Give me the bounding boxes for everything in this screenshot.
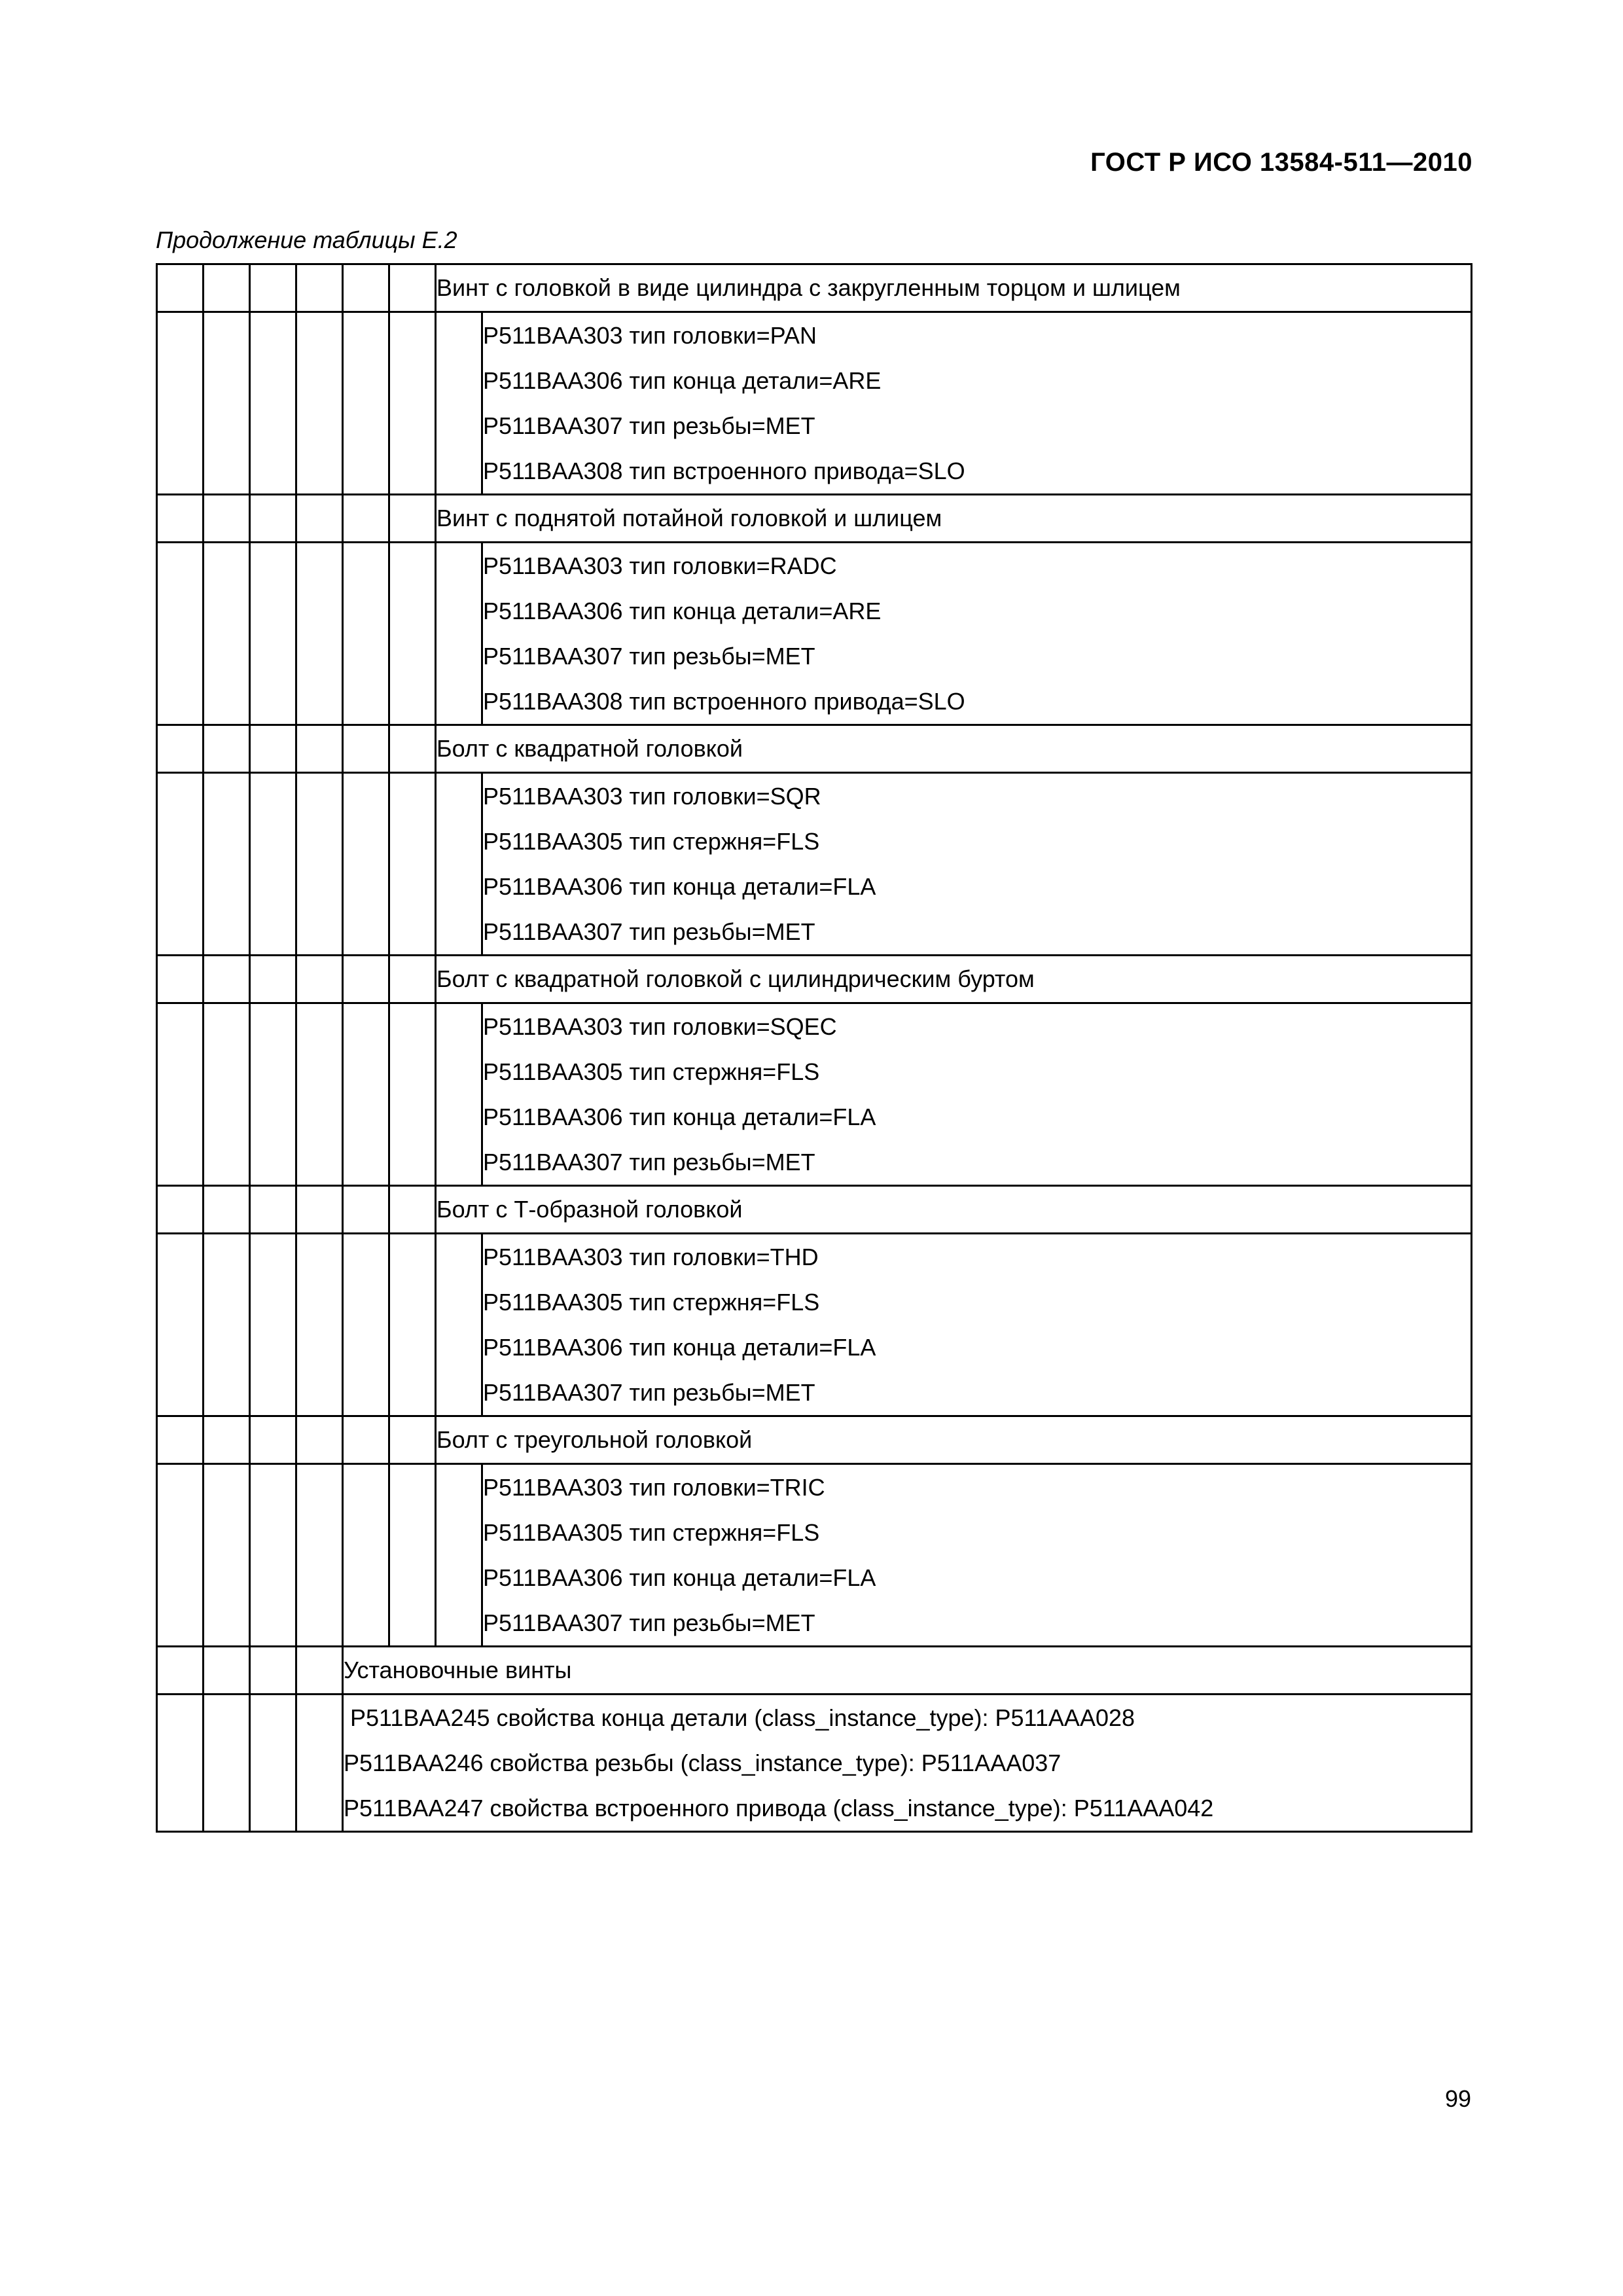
property-item: P511BAA306 тип конца детали=FLA bbox=[483, 1103, 876, 1130]
property-item: P511BAA307 тип резьбы=MET bbox=[483, 1609, 815, 1636]
property-item: P511BAA246 свойства резьбы (class_instance_type): P511AAA037 bbox=[344, 1749, 1061, 1776]
table-caption: Продолжение таблицы Е.2 bbox=[156, 226, 457, 253]
group-heading-row bbox=[157, 725, 1472, 773]
property-item: P511BAA303 тип головки=SQEC bbox=[483, 1013, 837, 1040]
group-heading-row bbox=[157, 956, 1472, 1003]
property-item: P511BAA306 тип конца детали=FLA bbox=[483, 1334, 876, 1361]
property-item: P511BAA303 тип головки=RADC bbox=[483, 552, 837, 579]
property-item: P511BAA303 тип головки=SQR bbox=[483, 783, 821, 810]
property-list bbox=[482, 1003, 1472, 1186]
property-item: P511BAA247 свойства встроенного привода (class_instance_type): P511AAA042 bbox=[344, 1795, 1214, 1821]
group-items-row bbox=[157, 1234, 1472, 1416]
group-heading: Болт с квадратной головкой с цилиндрическим буртом bbox=[436, 956, 1472, 1003]
group-heading: Винт с поднятой потайной головкой и шлицем bbox=[436, 495, 1472, 543]
group-heading: Болт с Т-образной головкой bbox=[436, 1186, 1472, 1234]
property-item: P511BAA307 тип резьбы=MET bbox=[483, 1149, 815, 1175]
property-list bbox=[482, 1234, 1472, 1416]
property-list bbox=[482, 773, 1472, 956]
property-item: P511BAA307 тип резьбы=MET bbox=[483, 918, 815, 945]
property-list bbox=[482, 543, 1472, 725]
property-item: P511BAA307 тип резьбы=MET bbox=[483, 1379, 815, 1406]
group-items-row bbox=[157, 1464, 1472, 1647]
property-item: P511BAA303 тип головки=PAN bbox=[483, 322, 817, 349]
property-list bbox=[343, 1695, 1472, 1832]
group-heading-row bbox=[157, 495, 1472, 543]
property-item: P511BAA306 тип конца детали=FLA bbox=[483, 1564, 876, 1591]
property-item: P511BAA307 тип резьбы=MET bbox=[483, 643, 815, 670]
group-heading: Болт с треугольной головкой bbox=[436, 1416, 1472, 1464]
property-item: P511BAA303 тип головки=THD bbox=[483, 1244, 819, 1270]
property-item: P511BAA305 тип стержня=FLS bbox=[483, 828, 820, 855]
group-items-row bbox=[157, 1003, 1472, 1186]
group-heading: Винт с головкой в виде цилиндра с закругленным торцом и шлицем bbox=[436, 264, 1472, 312]
group-heading-row bbox=[157, 1647, 1472, 1695]
property-item: P511BAA306 тип конца детали=FLA bbox=[483, 873, 876, 900]
standard-title: ГОСТ Р ИСО 13584-511—2010 bbox=[1090, 148, 1472, 177]
group-heading-row bbox=[157, 1416, 1472, 1464]
property-item: P511BAA308 тип встроенного привода=SLO bbox=[483, 457, 965, 484]
property-list bbox=[482, 1464, 1472, 1647]
group-heading-row bbox=[157, 1186, 1472, 1234]
group-items-row bbox=[157, 312, 1472, 495]
property-item: P511BAA303 тип головки=TRIC bbox=[483, 1474, 825, 1501]
property-item: P511BAA245 свойства конца детали (class_instance_type): P511AAA028 bbox=[350, 1704, 1135, 1731]
page-number: 99 bbox=[1444, 2085, 1471, 2112]
group-items-row bbox=[157, 543, 1472, 725]
group-heading: Болт с квадратной головкой bbox=[436, 725, 1472, 773]
property-item: P511BAA305 тип стержня=FLS bbox=[483, 1519, 820, 1546]
property-item: P511BAA308 тип встроенного привода=SLO bbox=[483, 688, 965, 715]
property-item: P511BAA306 тип конца детали=ARE bbox=[483, 598, 882, 624]
property-list bbox=[482, 312, 1472, 495]
group-heading: Установочные винты bbox=[343, 1647, 1472, 1695]
property-item: P511BAA305 тип стержня=FLS bbox=[483, 1289, 820, 1316]
group-items-row bbox=[157, 1695, 1472, 1832]
property-item: P511BAA306 тип конца детали=ARE bbox=[483, 367, 882, 394]
property-item: P511BAA307 тип резьбы=MET bbox=[483, 412, 815, 439]
group-heading-row bbox=[157, 264, 1472, 312]
property-item: P511BAA305 тип стержня=FLS bbox=[483, 1058, 820, 1085]
classification-table bbox=[156, 263, 1472, 1833]
group-items-row bbox=[157, 773, 1472, 956]
